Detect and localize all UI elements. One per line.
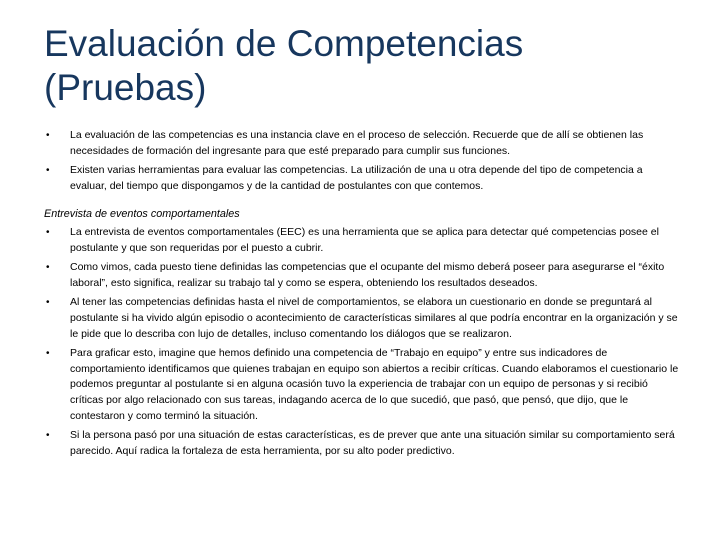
- title-line-2: (Pruebas): [44, 67, 207, 108]
- slide-title: [44, 22, 684, 110]
- list-item: [44, 163, 680, 194]
- list-item-text: Como vimos, cada puesto tiene definidas las competencias que el ocupante del mismo deberá poseer para asegurarse el “éxito laboral”, esto significa, realizar su trabajo tal y como se espera, obteniendo los resultados deseados.: [70, 261, 665, 289]
- list-item: [44, 225, 680, 256]
- bullet-icon: •: [46, 430, 50, 442]
- list-item-text: La evaluación de las competencias es una instancia clave en el proceso de selección. Recuerde que de allí se obtienen las necesidades de formación del ingresante para que esté preparado para cumplir sus funciones.: [70, 129, 644, 157]
- bullet-icon: •: [46, 165, 50, 177]
- bullet-icon: •: [46, 226, 50, 238]
- list-item-text: Al tener las competencias definidas hasta el nivel de comportamientos, se elabora un cuestionario en donde se preguntará al postulante si ha vivido algún episodio o acontecimiento de características similares al que podría encontrar en la organización y se le pide que lo describa con lujo de detalles, incluso comentando los diálogos que se realizaron.: [70, 296, 678, 340]
- list-item: [44, 128, 680, 159]
- list-item: [44, 428, 680, 459]
- bullet-icon: •: [46, 262, 50, 274]
- intro-list: [44, 128, 680, 194]
- list-item: [44, 260, 680, 291]
- list-item: [44, 346, 680, 424]
- section-heading: Entrevista de eventos comportamentales: [44, 208, 240, 221]
- bullet-icon: •: [46, 130, 50, 141]
- list-item-text: Para graficar esto, imagine que hemos definido una competencia de “Trabajo en equipo” y entre sus indicadores de comportamiento identificamos que quienes trabajan en equipo son abiertos a recibir críticas. Cuando elaboramos el cuestionario le podemos preguntar al postulante si en alguna ocasión tuvo la experiencia de trabajar con un equipo de personas y si recibió críticas por algo relacionado con sus tareas, indagando acerca de lo que sucedió, que pasó, que pensó, que dijo, que le contestaron y como terminó la situación.: [70, 347, 679, 422]
- list-item-text: Existen varias herramientas para evaluar las competencias. La utilización de una u otra depende del tipo de competencia a evaluar, del tiempo que dispongamos y de la cantidad de postulantes con que contemos.: [70, 164, 643, 192]
- list-item: [44, 295, 680, 342]
- title-line-1: Evaluación de Competencias: [44, 23, 524, 64]
- section-list: [44, 225, 680, 459]
- slide-body: [44, 128, 680, 463]
- bullet-icon: •: [46, 348, 50, 360]
- list-item-text: La entrevista de eventos comportamentales (EEC) es una herramienta que se aplica para detectar qué competencias posee el postulante y que son requeridas por el puesto a cubrir.: [70, 225, 659, 254]
- bullet-icon: •: [46, 297, 50, 309]
- list-item-text: Si la persona pasó por una situación de estas características, es de prever que ante una situación similar su comportamiento será parecido. Aquí radica la fortaleza de esta herramienta, por su alto poder predictivo.: [70, 429, 675, 457]
